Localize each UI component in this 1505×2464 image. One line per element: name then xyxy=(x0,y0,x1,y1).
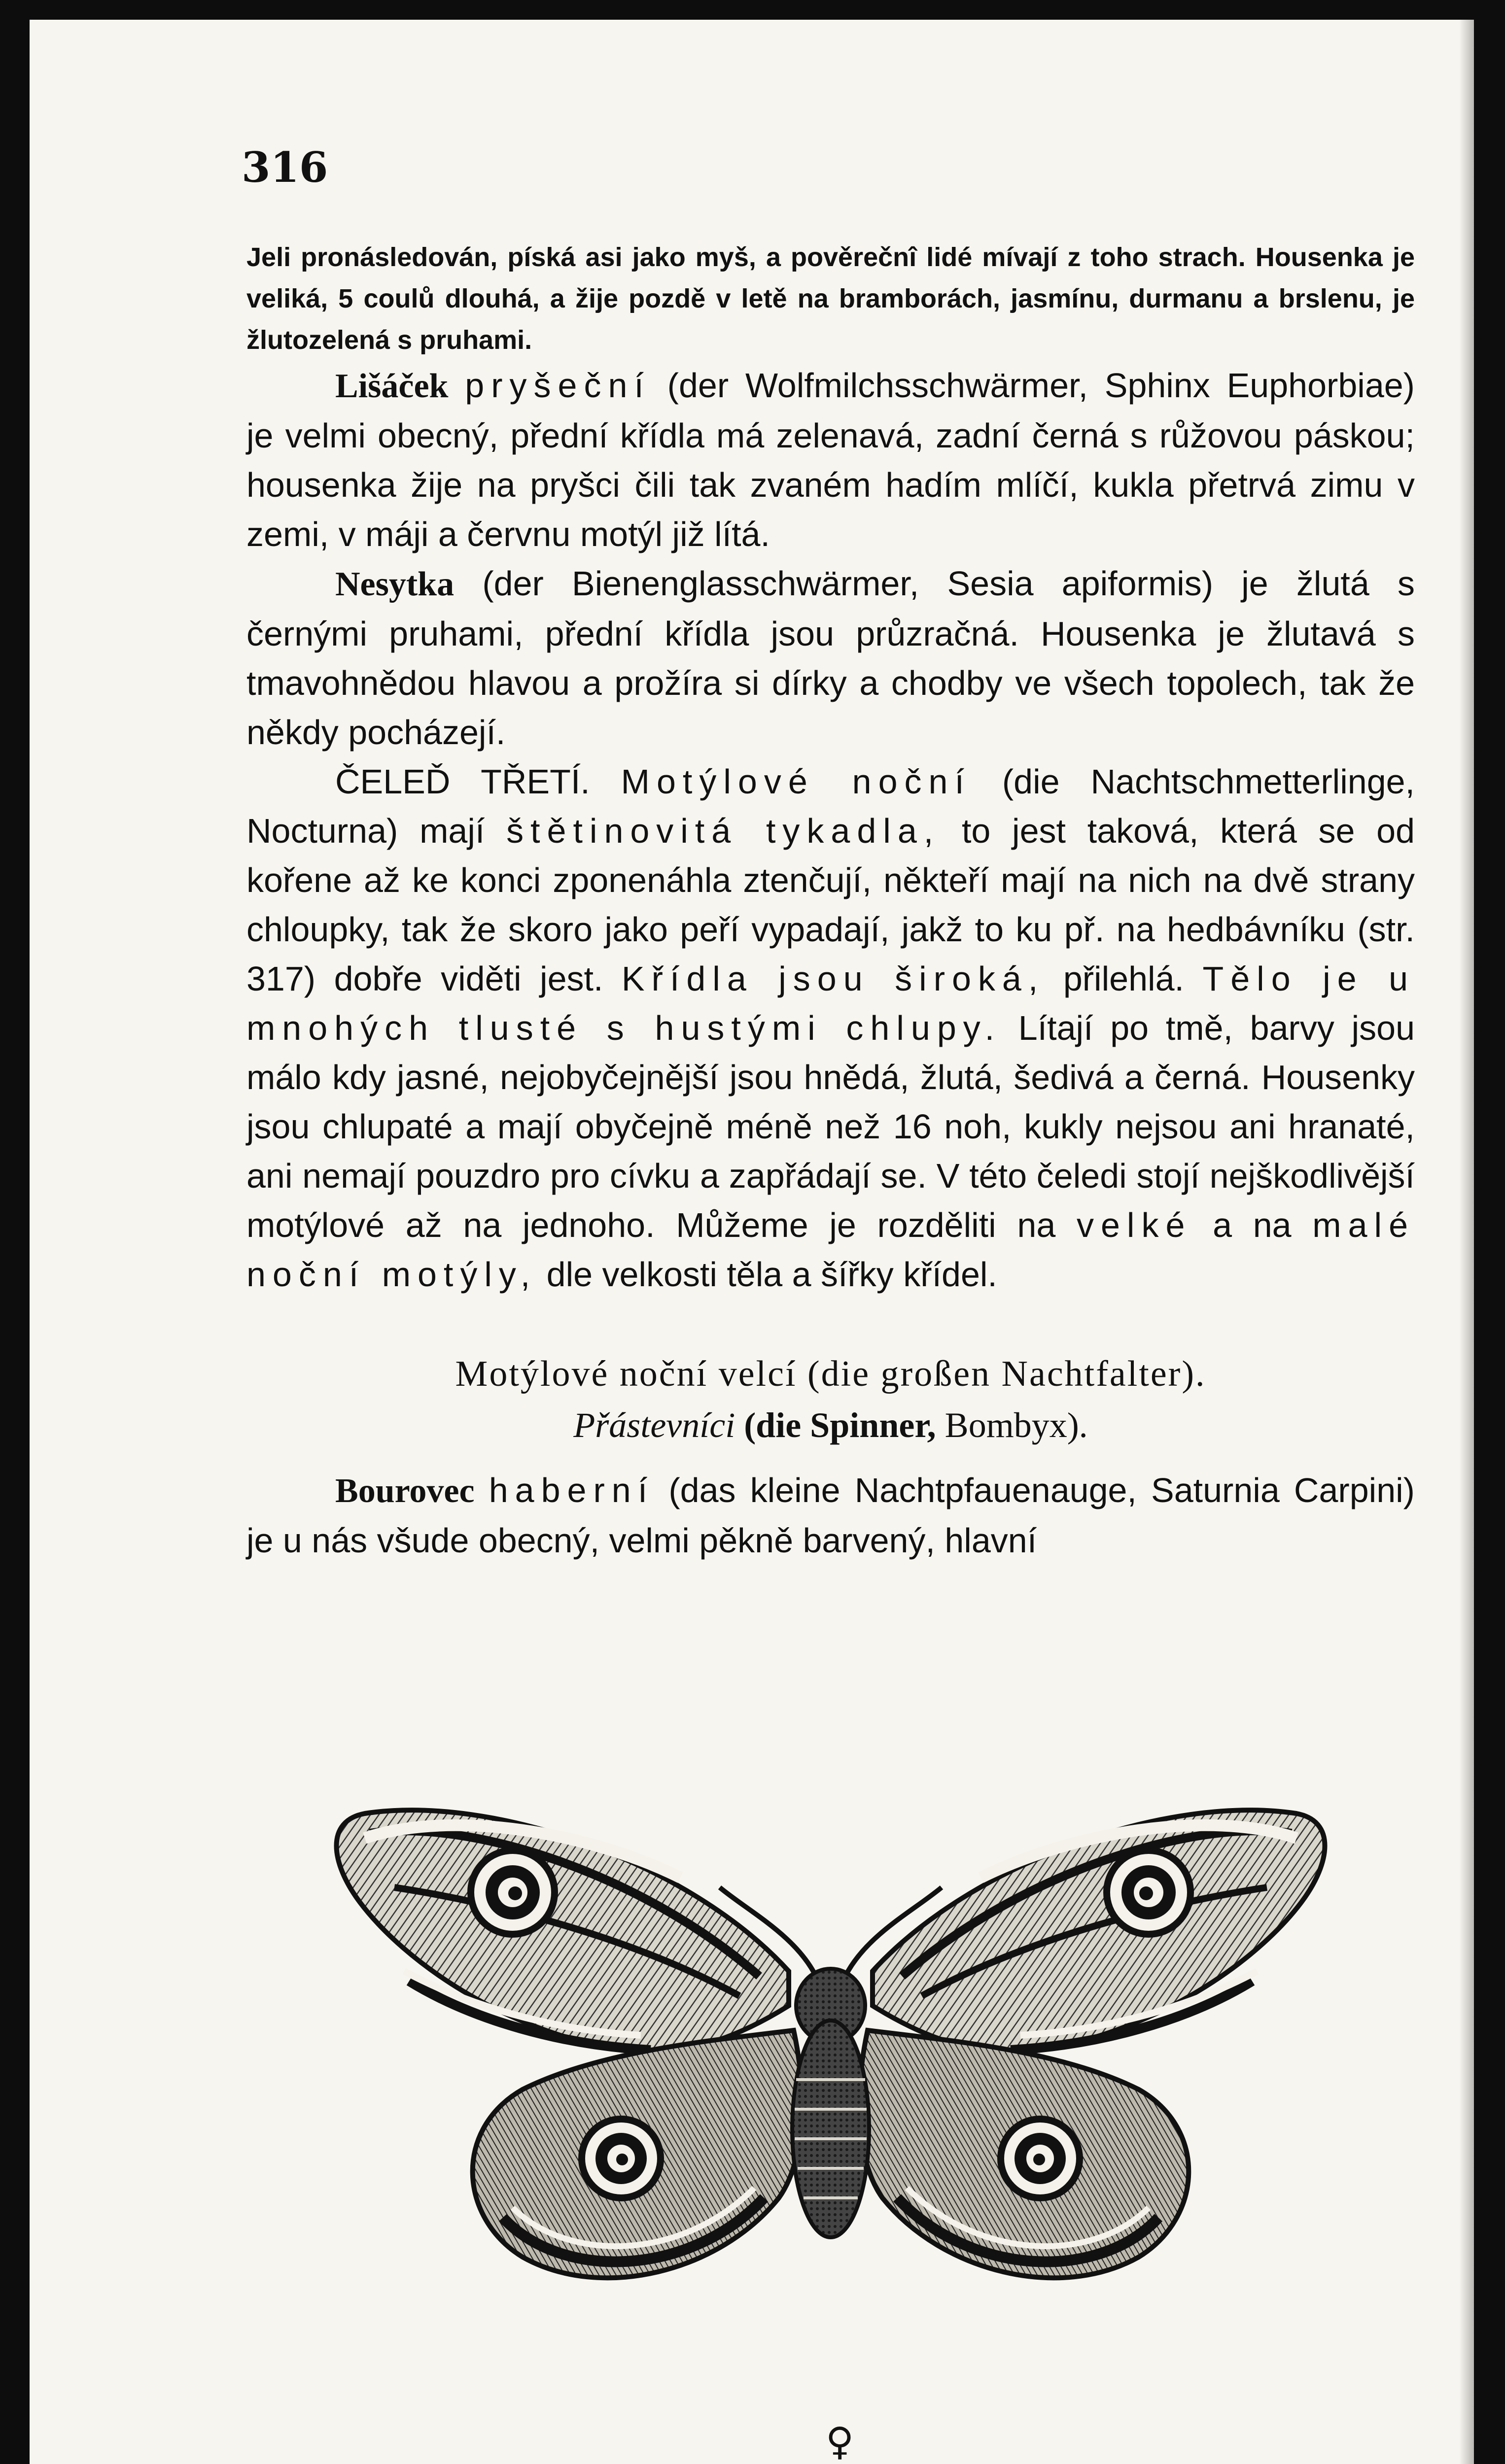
section-heading: Motýlové noční velcí (die großen Nachtfalter). xyxy=(455,1354,1206,1394)
paragraph-text: dle velkosti těla a šířky křídel. xyxy=(546,1255,997,1294)
paragraph-text: to jest taková, která se od kořene až ke konci zponenáhla ztenčují, někteří mají na nich na dvě strany chloupky, tak že skoro jako peří vypadají, jakž to ku př. na hedbávníku (str. 317) dobře viděti jest. xyxy=(246,812,1415,998)
subheading-rest: Bombyx). xyxy=(945,1405,1088,1445)
left-hindwing xyxy=(473,2030,802,2278)
species-name: Bourovec xyxy=(335,1472,475,1510)
section-subheading xyxy=(246,1405,1415,1446)
emphasis-term: Křídla jsou široká, xyxy=(621,959,1045,998)
paragraph-text: přilehlá. xyxy=(1063,959,1184,998)
species-term: haberní xyxy=(489,1471,655,1509)
paragraph-lisacek xyxy=(246,361,1415,559)
paragraph-text: (das kleine Nachtpfauenauge, Saturnia Carpini) je u nás všude obecný, velmi pěkně barvený, hlavní xyxy=(246,1471,1415,1560)
right-hindwing xyxy=(859,2030,1189,2278)
paragraph-bourovec xyxy=(246,1466,1415,1565)
paragraph-text: a na xyxy=(1213,1206,1292,1244)
intro-paragraph: Jeli pronásledován, píská asi jako myš, a pověrečnî lidé mívají z toho strach. Housenka je veliká, 5 coulů dlouhá, a žije pozdě v letě na bramborách, jasmínu, durmanu a brslenu, je žlutozelená s pruhami. xyxy=(246,242,1415,355)
emphasis-term: štětinovitá tykadla, xyxy=(506,812,941,850)
right-forewing xyxy=(873,1810,1325,2052)
moth-engraving xyxy=(246,1774,1415,2385)
page-text xyxy=(246,237,1415,1565)
moth-illustration xyxy=(246,1774,1415,2385)
paragraph-text: (der Bienenglasschwärmer, Sesia apiformis) je žlutá s černými pruhami, přední křídla jsou průzračná. Housenka je žlutavá s tmavohnědou hlavou a prožíra si dírky a chodby ve všech topolech, tak že někdy pocházejí. xyxy=(246,564,1415,752)
section-term: Motýlové noční xyxy=(621,762,971,801)
left-forewing xyxy=(337,1810,789,2052)
paragraph-text: (die Nachtschmetterlinge, Nocturna) mají xyxy=(246,762,1415,850)
moth-body xyxy=(792,1969,869,2237)
paragraph-text: Lítají po tmě, barvy jsou málo kdy jasné, nejobyčejnější jsou hnědá, žlutá, šedivá a černá. Housenky jsou chlupaté a mají obyčejně méně než 16 noh, kukly nejsou ani hranaté, ani nemají pouzdro pro cívku a zapřádají se. V této čeledi stojí nejškodlivější motýlové až na jednoho. Můžeme je rozděliti na xyxy=(246,1009,1415,1244)
page-edge-shadow xyxy=(1459,20,1474,2464)
female-symbol: ♀ xyxy=(826,2420,854,2464)
book-page xyxy=(30,20,1474,2464)
page-number: 316 xyxy=(242,143,328,192)
emphasis-term: Tělo je u mnohých tlusté s hustými chlupy. xyxy=(246,959,1415,1047)
subheading-italic: Přástevníci xyxy=(573,1405,735,1445)
paragraph-nesytka xyxy=(246,559,1415,757)
paragraph-celed-treti xyxy=(246,757,1415,1299)
emphasis-term: malé noční motýly, xyxy=(246,1206,1415,1294)
subheading-bold: (die Spinner, xyxy=(744,1405,936,1445)
species-name: Nesytka xyxy=(335,565,455,603)
species-term: pryšeční xyxy=(465,366,651,405)
emphasis-term: velké xyxy=(1076,1206,1192,1244)
section-label: ČELEĎ TŘETÍ. xyxy=(335,762,590,801)
paragraph-text: (der Wolfmilchsschwärmer, Sphinx Euphorbiae) je velmi obecný, přední křídla má zelenavá, zadní černá s růžovou páskou; housenka žije na pryšci čili tak zvaném hadím mlíčí, kukla přetrvá zimu v zemi, v máji a červnu motýl již lítá. xyxy=(246,366,1415,553)
species-name: Lišáček xyxy=(335,367,449,405)
